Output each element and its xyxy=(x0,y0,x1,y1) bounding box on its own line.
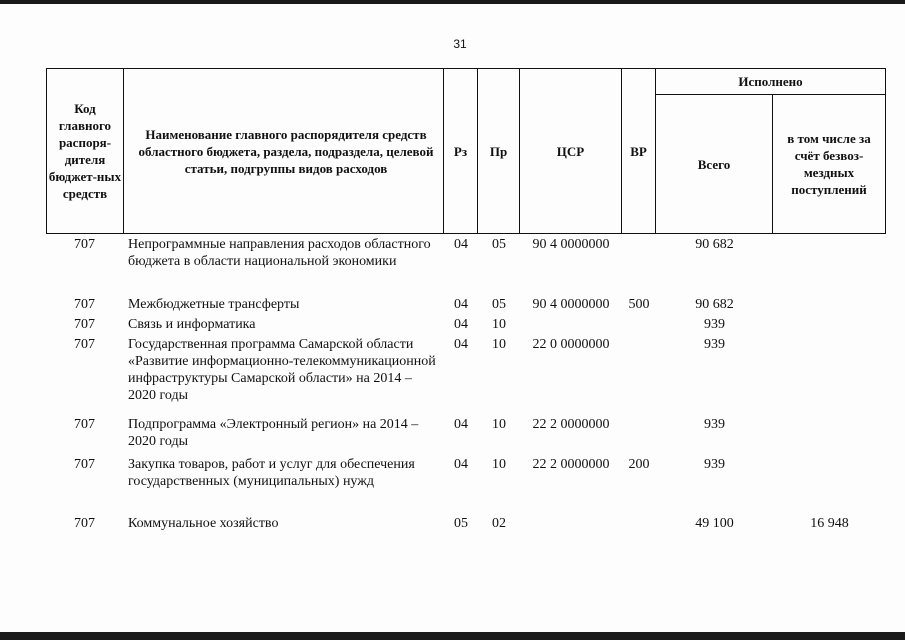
cell-kod: 707 xyxy=(74,417,95,432)
cell-kod: 707 xyxy=(74,337,95,352)
cell-vsego: 90 682 xyxy=(695,237,734,252)
cell-vsego: 939 xyxy=(704,417,725,432)
scan-bottom-edge xyxy=(0,632,905,640)
cell-name: Государственная программа Самарской области «Развитие информационно-телекоммуникационной инфраструктуры Самарской области» на 2014 – 2020 годы xyxy=(128,337,436,403)
cell-vsego: 939 xyxy=(704,337,725,352)
header-vr: ВР xyxy=(630,143,647,159)
cell-vr: 500 xyxy=(628,297,650,312)
cell-vsego: 49 100 xyxy=(695,516,734,531)
cell-vsego: 939 xyxy=(704,457,725,472)
page-number: 31 xyxy=(453,37,467,51)
cell-csr: 22 2 0000000 xyxy=(532,417,610,432)
cell-pr: 10 xyxy=(492,317,506,332)
cell-pr: 10 xyxy=(492,417,506,432)
cell-rz: 04 xyxy=(454,337,468,352)
cell-kod: 707 xyxy=(74,317,95,332)
cell-rz: 04 xyxy=(454,297,468,312)
header-pr: Пр xyxy=(489,143,508,159)
header-kod: Код главного распоря-дителя бюджет-ных средств xyxy=(48,101,122,201)
cell-rz: 05 xyxy=(454,516,468,531)
header-csr: ЦСР xyxy=(556,143,585,159)
cell-rz: 04 xyxy=(454,317,468,332)
cell-name: Закупка товаров, работ и услуг для обеспечения государственных (муниципальных) нужд xyxy=(128,457,415,489)
cell-vsego: 90 682 xyxy=(695,297,734,312)
cell-name: Коммунальное хозяйство xyxy=(128,516,279,531)
cell-csr: 90 4 0000000 xyxy=(532,297,610,312)
cell-csr: 22 2 0000000 xyxy=(532,457,610,472)
cell-pr: 10 xyxy=(492,457,506,472)
cell-name: Межбюджетные трансферты xyxy=(128,297,300,312)
header-vsego: Всего xyxy=(697,156,731,172)
cell-name: Связь и информатика xyxy=(128,317,256,332)
cell-rz: 04 xyxy=(454,417,468,432)
cell-rz: 04 xyxy=(454,237,468,252)
cell-bezv: 16 948 xyxy=(810,516,849,531)
cell-vsego: 939 xyxy=(704,317,725,332)
cell-name: Непрограммные направления расходов областного бюджета в области национальной экономики xyxy=(128,237,431,269)
cell-kod: 707 xyxy=(74,457,95,472)
cell-kod: 707 xyxy=(74,237,95,252)
header-rz: Рз xyxy=(453,143,468,159)
header-bezv: в том числе за счёт безвоз-мездных поступлений xyxy=(787,131,871,197)
cell-pr: 02 xyxy=(492,516,506,531)
cell-rz: 04 xyxy=(454,457,468,472)
cell-pr: 10 xyxy=(492,337,506,352)
header-ispolneno: Исполнено xyxy=(738,74,803,89)
cell-pr: 05 xyxy=(492,237,506,252)
cell-pr: 05 xyxy=(492,297,506,312)
cell-kod: 707 xyxy=(74,297,95,312)
cell-name: Подпрограмма «Электронный регион» на 2014 – 2020 годы xyxy=(128,417,419,449)
cell-csr: 90 4 0000000 xyxy=(532,237,610,252)
cell-csr: 22 0 0000000 xyxy=(532,337,610,352)
header-name: Наименование главного распорядителя средств областного бюджета, раздела, подраздела, целевой статьи, подгруппы видов расходов xyxy=(138,126,434,176)
cell-vr: 200 xyxy=(628,457,650,472)
cell-kod: 707 xyxy=(74,516,95,531)
